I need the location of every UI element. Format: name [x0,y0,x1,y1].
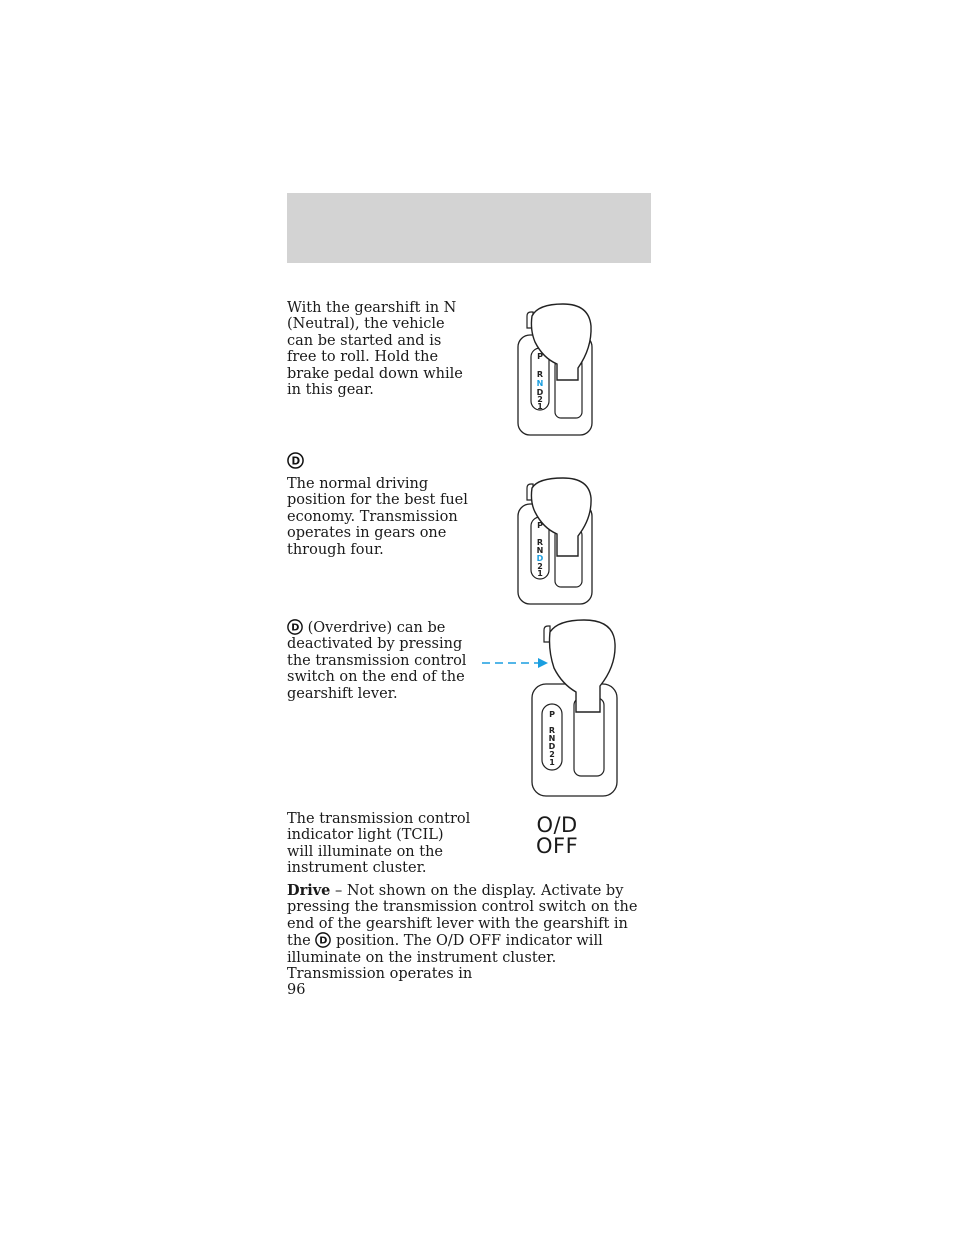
overdrive-deactivate-paragraph [287,619,472,702]
gear-label-2: 2 [537,562,543,571]
tcil-paragraph: The transmission control indicator light (TCIL) will illuminate on the instrument cluster. [287,811,471,877]
drive-text-2: position. The O/D OFF indicator will illuminate on the instrument cluster. Transmission operates in [287,933,603,983]
gear-label-n: N [548,734,556,743]
gear-label-d: D [548,742,556,751]
gear-label-2: 2 [549,750,555,759]
gear-label-r: R [548,726,556,735]
gearshift-drive-illustration [505,474,615,608]
gear-label-p: P [537,521,543,530]
svg-text:D: D [291,455,301,468]
gear-label-r: R [536,538,544,547]
gear-label-1: 1 [537,402,543,411]
gear-label-1: 1 [549,758,555,767]
drive-text-1: – Not shown on the display. Activate by pressing the transmission control switch on the end of the gearshift lever with the gearshift in the [287,883,638,950]
header-band [287,193,651,263]
neutral-paragraph: With the gearshift in N (Neutral), the vehicle can be started and is free to roll. Hold the brake pedal down while in this gear. [287,300,463,399]
gear-label-n: N [536,546,544,555]
gear-label-d: D [536,388,544,397]
gear-label-2: 2 [537,395,543,404]
gear-label-r: R [536,370,544,379]
arrow-head-icon [538,658,548,668]
od-off-indicator [536,815,578,857]
svg-text:D: D [319,935,328,947]
drive-normal-paragraph: The normal driving position for the best fuel economy. Transmission operates in gears one through four. [287,476,468,558]
gear-label-p: P [537,352,543,361]
overdrive-symbol-icon [287,619,303,635]
gear-label-d: D [536,554,544,563]
overdrive-symbol-icon [287,452,304,469]
gear-label-1: 1 [537,569,543,578]
page-number: 96 [287,982,306,998]
overdrive-symbol-icon [315,932,331,948]
overdrive-deactivate-text: (Overdrive) can be deactivated by pressing the transmission control switch on the end of the gearshift lever. [287,620,467,702]
gear-label-p: P [549,710,555,719]
drive-label: Drive [287,882,331,899]
svg-text:D: D [291,622,300,634]
gearshift-neutral-illustration [505,298,615,440]
drive-paragraph [287,883,651,982]
od-off-line2: OFF [536,834,579,858]
gearshift-od-switch-illustration [478,616,638,800]
gear-label-n: N [536,379,544,388]
od-off-line1: O/D [536,813,578,837]
